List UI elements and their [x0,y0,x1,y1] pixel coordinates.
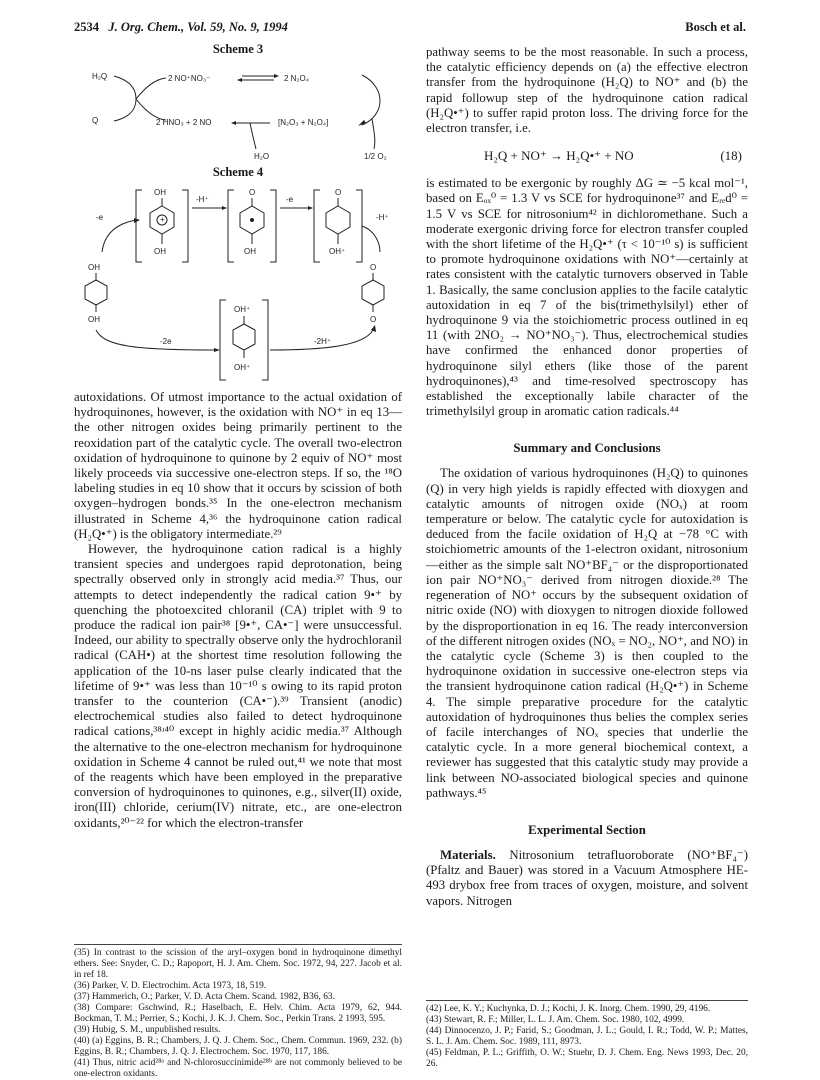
scheme4-diagram [74,180,402,390]
scheme3-water-branch [250,123,256,149]
footnote-40: (40) (a) Eggins, B. R.; Chambers, J. Q. J. Chem. Soc., Chem. Commun. 1969, 232. (b) Eggins, B. R.; Chambers, J. Q. J. Electrochem. Soc. 1970, 117, 186. [74,1036,402,1057]
scheme4-oh-a: OH [154,188,166,197]
scheme4-oh-e: OH [88,315,100,324]
footnote-35: (35) In contrast to the scission of the aryl–oxygen bond in hydroquinone dimethyl ethers. See: Snyder, C. D.; Rapoport, H. J. Am. Chem. Soc. 1972, 94, 227. Jacob et al. in ref 18. [74,948,402,980]
scheme4-title: Scheme 4 [212,165,264,179]
scheme3-top-left: 2 NO⁺NO₃⁻ [168,74,211,83]
header-authors: Bosch et al. [685,20,746,34]
equation-18-number: (18) [720,148,742,164]
footnote-43: (43) Stewart, R. F.; Miller, L. L. J. Am. Chem. Soc. 1980, 102, 4999. [426,1015,685,1025]
scheme4-minus-h2: -H⁺ [376,213,389,222]
right-paragraph-2: is estimated to be exergonic by roughly ΔG ≃ −5 kcal mol⁻¹, based on Eₒₓ⁰ = 1.3 V vs SCE for hydroquinone³⁷ and Eᵣₑd⁰ = 1.5 V vs SCE for nitrosonium⁴² in dichloromethane. Such a moderate exergonic driving force for electron transfer coupled with the short lifetime of the H₂Q•⁺ (τ < 10⁻¹⁰ s) is sufficient to promote hydroquinone oxidations with NO⁺—certainly at rates consistent with the catalytic turnovers observed in Table 1. Basically, the same conclusion applies to the facile catalytic autoxidation in eq 7 of the bis(trimethylsilyl) ether of hydroquinone 9 via the stoichiometric process outlined in eq 11 (with 2NO₂ → NO⁺NO₃⁻). Thus, electrochemical studies have confirmed the enhanced donor properties of hydroquinone silyl ethers (like those of the parent hydroquinones),⁴³ and time-resolved spectroscopy has established the exceptionally labile character of the trimethylsilyl group in aromatic cation radicals.⁴⁴ [426,176,748,419]
left-paragraph-1: autoxidations. Of utmost importance to the actual oxidation of hydroquinones, however, is the oxidation with NO⁺ in eq 13—the other nitrogen oxides being primarily pertinent to the reoxidation part of the catalytic cycle. The overall two-electron oxidation of hydroquinone to quinone by 2 equiv of NO⁺ most likely proceeds via successive one-electron steps. If so, the ¹⁸O labeling studies in eq 10 show that it occurs by scission of both oxygen–hydrogen bonds.³⁵ In the one-electron mechanism illustrated in Scheme 4,³⁶ the hydroquinone cation radical (H₂Q•⁺) is the obligatory intermediate.²⁹ [74,390,402,541]
scheme3-bottom-left: 2 HNO₃ + 2 NO [156,118,212,127]
scheme4-oh-c: OH [244,247,256,256]
scheme4-cation-radical [136,188,188,262]
page-number: 2534 [74,20,99,34]
footnote-37: (37) Hammerich, O.; Parker, V. D. Acta Chem. Scand. 1982, B36, 63. [74,992,335,1002]
scheme3-left-lower-arm [136,99,166,120]
experimental-heading: Experimental Section [528,822,646,837]
footnote-36: (36) Parker, V. D. Electrochim. Acta 1973, 18, 519. [74,981,267,991]
scheme3-title: Scheme 3 [212,42,264,56]
scheme3-water: H₂O [254,152,270,161]
equation-18 [426,142,748,170]
scheme3-oxygen-branch [372,119,375,149]
scheme4-oh-d: OH [88,263,100,272]
scheme4-hydroquinone [85,263,107,324]
scheme4-oh-plus-c: OH⁺ [234,363,251,372]
scheme3-oxygen: 1/2 O₂ [364,152,387,161]
left-paragraph-2: However, the hydroquinone cation radical is a highly transient species and undergoes rapid deprotonation, being spectrally observed only in strongly acid media.³⁷ Thus, our attempts to detect independently the radical cation 9•⁺ by quenching the photoexcited chloranil (CA) triplet with 9 to produce the radical ion pair³⁸ [9•⁺, CA•⁻] were unsuccessful. Indeed, our ability to spectrally observe only the hydrochloranil radical (CAH•) at the shortest time resolution following the application of the 10-ns laser pulse clearly indicated that the lifetime of 9•⁺ was less than 10⁻¹⁰ s owing to its rapid proton transfer to the counterion (CA•⁻).³⁹ Transient (anodic) electrochemical studies also failed to detect hydroquinone radical cations,³⁸ʴ⁴⁰ except in highly acidic media.³⁷ Although the alternative to the one-electron mechanism for hydroquinone oxidation in Scheme 4 cannot be ruled out,⁴¹ we note that most of the reagents which have been employed in the preparative conversion of hydroquinones to quinones, e.g., silver(II) oxide, iron(III) chloride, cerium(IV) nitrate, etc., are one-electron oxidants,²⁰⁻²² for which the electron-transfer [74,542,402,830]
running-header [74,20,746,38]
footnote-41: (41) Thus, nitric acid²⁸ᵃ and N-chlorosuccinimide²⁸ᵇ are not commonly believed to be one-electron oxidants. [74,1058,402,1079]
footnote-45: (45) Feldman, P. L.; Griffith, O. W.; Stuehr, D. J. Chem. Eng. News 1993, Dec. 20, 26. [426,1048,748,1069]
left-column [74,42,402,831]
scheme4-minus-2h: -2H⁺ [314,337,332,346]
scheme4-o-b: O [335,188,342,197]
scheme4-oh-b: OH [154,247,166,256]
summary-heading: Summary and Conclusions [513,441,661,456]
footnote-42: (42) Lee, K. Y.; Kuchynka, D. J.; Kochi, J. K. Inorg. Chem. 1990, 29, 4196. [426,1004,711,1014]
materials-paragraph [426,848,748,909]
materials-text: Nitrosonium tetrafluoroborate (NO⁺BF₄⁻) (Pfaltz and Bauer) was stored in a Vacuum Atmosphere HE-493 drybox free from traces of oxygen, moisture, and solvent vapors. Nitrogen [426,847,748,908]
scheme3-diagram [74,57,402,165]
scheme3-left-curve [114,76,136,121]
journal-citation: J. Org. Chem., Vol. 59, No. 9, 1994 [108,20,288,34]
scheme4-minus-e1: -e [96,213,104,222]
scheme4-o-c: O [370,263,377,272]
scheme4-dication [220,300,268,380]
footnote-rule-right [426,1000,748,1001]
summary-paragraph: The oxidation of various hydroquinones (H₂Q) to quinones (Q) in very high yields is rapidly effected with dioxygen and catalytic amounts of nitrogen oxide (NOₓ) at room temperature or below. The catalytic cycle for autoxidation is deduced from the facile oxidation of H₂Q at −78 °C with stoichiometric amounts of the 1-electron oxidant, nitrosonium—either as the simple salt NO⁺BF₄⁻ or the disproportionated ion pair NO⁺NO₃⁻ derived from nitrogen dioxide.²⁸ The regeneration of NO⁺ occurs by the subsequent oxidation of nitric oxide (NO) with dioxygen to nitrogen dioxide followed by the disproportionation in eq 16. The ready interconversion of the different nitrogen oxides (NOₓ = NO₂, NO⁺, and NO) in the catalytic cycle (Scheme 3) is then coupled to the hydroquinone oxidation in successive one-electron steps via the transient hydroquinone cation radical (H₂Q•⁺) in Scheme 4. The simple preparative procedure for the catalytic autoxidation of hydroquinones thus belies the complex series of facile interchanges of NOₓ species that underlie the catalytic cycle. In a more general biochemical context, a reviewer has suggested that this catalytic study may provide a link between NO-associated biological species and quinone pathways.⁴⁵ [426,466,748,800]
scheme3-top-right: 2 N₂O₄ [284,74,310,83]
scheme4-minus-e2: -e [286,195,294,204]
footnote-39: (39) Hubig, S. M., unpublished results. [74,1025,221,1035]
scheme3-h2q: H₂Q [92,72,108,81]
materials-lead: Materials. [440,847,496,862]
left-footnotes [74,944,402,1080]
footnote-rule-left [74,944,402,945]
scheme4-minus-h: -H⁺ [196,195,209,204]
scheme4-o-d: O [370,315,377,324]
scheme3-q: Q [92,116,99,125]
equation-18-body: H₂Q + NO⁺ → H₂Q•⁺ + NO [484,148,634,164]
right-footnotes [426,1000,748,1070]
scheme4-oh-plus-a: OH⁺ [329,247,346,256]
header-left [74,20,288,35]
scheme4-o-a: O [249,188,256,197]
scheme4-oh-plus-b: OH⁺ [234,305,251,314]
footnote-44: (44) Dinnocenzo, J. P.; Farid, S.; Goodman, J. L.; Gould, I. R.; Todd, W. P.; Mattes, S. L. J. Am. Chem. Soc. 1989, 111, 8973. [426,1026,748,1047]
scheme4-plus: + [160,215,165,224]
right-paragraph-1: pathway seems to be the most reasonable. In such a process, the catalytic efficiency depends on (a) the effective electron transfer from the hydroquinone (H₂Q) to NO⁺ and (b) the rapid followup step of the hydroquinone cation radical (H₂Q•⁺) to suffer rapid proton loss. The driving force for the electron transfer, i.e. [426,45,748,136]
scheme3-bottom-right: [N₂O₃ + N₂O₄] [278,118,329,127]
scheme4-minus-2e: -2e [160,337,172,346]
scheme4-quinone [362,263,384,324]
scheme3-right-curve [362,75,380,125]
scheme3-left-upper-arm [136,78,166,99]
scheme4-semiquinone [228,188,276,262]
scheme4-protonated-quinone [314,188,362,262]
right-column [426,45,748,909]
footnote-38: (38) Compare: Gschwind, R.; Haselbach, E. Helv. Chim. Acta 1979, 62, 944. Bockman, T. M.; Perrier, S.; Kochi, J. K. J. Chem. Soc., Perkin Trans. 2 1993, 595. [74,1003,402,1024]
